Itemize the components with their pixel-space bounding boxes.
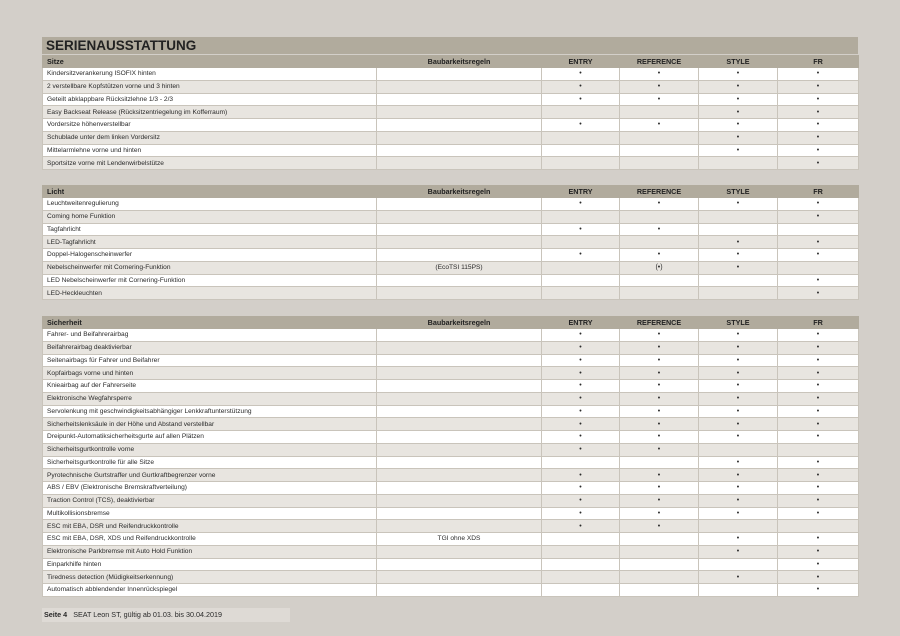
feature-rule xyxy=(377,157,542,170)
availability-mark xyxy=(699,558,778,571)
table-row xyxy=(43,456,859,469)
availability-mark: • xyxy=(542,329,620,342)
availability-mark: • xyxy=(620,93,699,106)
availability-mark: • xyxy=(542,198,620,211)
availability-mark: • xyxy=(778,367,859,380)
availability-mark xyxy=(542,558,620,571)
rules-column-header: Baubarkeitsregeln xyxy=(377,186,542,198)
feature-name: Sicherheitslenksäule in der Höhe und Abstand verstellbar xyxy=(43,418,377,431)
availability-mark xyxy=(542,157,620,170)
trim-column-header: FR xyxy=(778,56,859,68)
feature-name: Leuchtweitenregulierung xyxy=(43,198,377,211)
availability-mark: • xyxy=(699,507,778,520)
availability-mark xyxy=(620,157,699,170)
trim-column-header: STYLE xyxy=(699,56,778,68)
availability-mark: • xyxy=(778,431,859,444)
availability-mark: • xyxy=(699,418,778,431)
feature-name: Easy Backseat Release (Rücksitzentriegelung im Kofferraum) xyxy=(43,106,377,119)
table-row xyxy=(43,341,859,354)
feature-name: Nebelscheinwerfer mit Cornering-Funktion xyxy=(43,261,377,274)
trim-column-header: STYLE xyxy=(699,317,778,329)
availability-mark: • xyxy=(778,144,859,157)
availability-mark xyxy=(542,261,620,274)
availability-mark: • xyxy=(542,469,620,482)
availability-mark xyxy=(620,144,699,157)
availability-mark: • xyxy=(542,520,620,533)
availability-mark: • xyxy=(778,507,859,520)
feature-rule xyxy=(377,106,542,119)
availability-mark: • xyxy=(778,545,859,558)
table-row xyxy=(43,261,859,274)
availability-mark: • xyxy=(778,584,859,597)
availability-mark: • xyxy=(778,558,859,571)
table-row xyxy=(43,558,859,571)
trim-column-header: FR xyxy=(778,186,859,198)
table-row xyxy=(43,380,859,393)
feature-rule xyxy=(377,144,542,157)
table-row xyxy=(43,494,859,507)
availability-mark: • xyxy=(778,571,859,584)
availability-mark: • xyxy=(778,354,859,367)
table-row xyxy=(43,469,859,482)
availability-mark xyxy=(699,223,778,236)
availability-mark: • xyxy=(699,354,778,367)
availability-mark: • xyxy=(542,507,620,520)
availability-mark: • xyxy=(620,380,699,393)
table-row xyxy=(43,274,859,287)
feature-rule xyxy=(377,131,542,144)
table-row xyxy=(43,545,859,558)
table-row xyxy=(43,443,859,456)
feature-rule xyxy=(377,507,542,520)
availability-mark xyxy=(620,274,699,287)
section-header-row xyxy=(43,186,859,198)
availability-mark: • xyxy=(620,507,699,520)
availability-mark: • xyxy=(778,157,859,170)
availability-mark: • xyxy=(778,341,859,354)
trim-column-header: ENTRY xyxy=(542,186,620,198)
availability-mark: • xyxy=(778,68,859,81)
availability-mark: • xyxy=(699,392,778,405)
availability-mark: • xyxy=(620,198,699,211)
availability-mark xyxy=(542,571,620,584)
availability-mark: • xyxy=(542,431,620,444)
feature-rule xyxy=(377,520,542,533)
feature-name: Automatisch abblendender Innenrückspiegel xyxy=(43,584,377,597)
feature-rule xyxy=(377,93,542,106)
feature-name: Mittelarmlehne vorne und hinten xyxy=(43,144,377,157)
availability-mark: • xyxy=(778,210,859,223)
feature-name: Einparkhilfe hinten xyxy=(43,558,377,571)
availability-mark xyxy=(542,236,620,249)
availability-mark: • xyxy=(778,380,859,393)
availability-mark: • xyxy=(699,106,778,119)
feature-name: Servolenkung mit geschwindigkeitsabhängiger Lenkkraftunterstützung xyxy=(43,405,377,418)
feature-name: Coming home Funktion xyxy=(43,210,377,223)
feature-rule xyxy=(377,380,542,393)
table-row xyxy=(43,223,859,236)
availability-mark xyxy=(620,210,699,223)
availability-mark: • xyxy=(542,354,620,367)
availability-mark xyxy=(699,287,778,300)
availability-mark xyxy=(620,558,699,571)
feature-name: Knieairbag auf der Fahrerseite xyxy=(43,380,377,393)
feature-rule: (EcoTSI 115PS) xyxy=(377,261,542,274)
trim-column-header: FR xyxy=(778,317,859,329)
feature-rule xyxy=(377,405,542,418)
availability-mark xyxy=(542,456,620,469)
availability-mark xyxy=(620,456,699,469)
availability-mark: • xyxy=(778,93,859,106)
availability-mark: • xyxy=(699,329,778,342)
feature-name: Dreipunkt-Automatiksicherheitsgurte auf allen Plätzen xyxy=(43,431,377,444)
feature-rule xyxy=(377,80,542,93)
availability-mark: • xyxy=(778,456,859,469)
table-row xyxy=(43,131,859,144)
availability-mark: • xyxy=(699,405,778,418)
feature-rule xyxy=(377,418,542,431)
feature-name: Geteilt abklappbare Rücksitzlehne 1/3 - 2/3 xyxy=(43,93,377,106)
table-row xyxy=(43,68,859,81)
availability-mark: • xyxy=(620,443,699,456)
table-row xyxy=(43,482,859,495)
availability-mark: • xyxy=(699,456,778,469)
availability-mark: • xyxy=(542,249,620,262)
feature-name: Kopfairbags vorne und hinten xyxy=(43,367,377,380)
availability-mark: • xyxy=(778,80,859,93)
availability-mark: • xyxy=(778,131,859,144)
section-table-sicherheit xyxy=(42,316,859,597)
feature-name: Kindersitzverankerung ISOFIX hinten xyxy=(43,68,377,81)
availability-mark xyxy=(699,584,778,597)
feature-name: Pyrotechnische Gurtstraffer und Gurtkraftbegrenzer vorne xyxy=(43,469,377,482)
table-row xyxy=(43,144,859,157)
availability-mark: • xyxy=(778,249,859,262)
availability-mark: • xyxy=(620,367,699,380)
availability-mark: • xyxy=(542,380,620,393)
availability-mark: • xyxy=(778,482,859,495)
availability-mark: • xyxy=(699,341,778,354)
availability-mark xyxy=(620,545,699,558)
section-title: Sitze xyxy=(43,56,377,68)
availability-mark: • xyxy=(620,329,699,342)
availability-mark xyxy=(778,261,859,274)
feature-name: LED Nebelscheinwerfer mit Cornering-Funktion xyxy=(43,274,377,287)
table-row xyxy=(43,119,859,132)
availability-mark: • xyxy=(620,418,699,431)
feature-rule xyxy=(377,571,542,584)
availability-mark: • xyxy=(699,494,778,507)
availability-mark: • xyxy=(620,354,699,367)
table-row xyxy=(43,533,859,546)
availability-mark: • xyxy=(699,198,778,211)
availability-mark xyxy=(542,545,620,558)
availability-mark: • xyxy=(699,482,778,495)
availability-mark: • xyxy=(778,106,859,119)
feature-rule xyxy=(377,494,542,507)
table-row xyxy=(43,418,859,431)
availability-mark xyxy=(542,274,620,287)
availability-mark: • xyxy=(778,119,859,132)
availability-mark: • xyxy=(620,392,699,405)
feature-rule xyxy=(377,545,542,558)
page-footer xyxy=(42,608,290,622)
feature-name: Tiredness detection (Müdigkeitserkennung) xyxy=(43,571,377,584)
feature-rule xyxy=(377,236,542,249)
availability-mark: • xyxy=(620,482,699,495)
section-title: Sicherheit xyxy=(43,317,377,329)
feature-rule xyxy=(377,558,542,571)
availability-mark: • xyxy=(620,405,699,418)
section-header-row xyxy=(43,56,859,68)
table-row xyxy=(43,392,859,405)
availability-mark: • xyxy=(542,93,620,106)
feature-name: ESC mit EBA, DSR, XDS und Reifendruckkontrolle xyxy=(43,533,377,546)
availability-mark: • xyxy=(620,431,699,444)
availability-mark: • xyxy=(542,418,620,431)
availability-mark: • xyxy=(542,68,620,81)
availability-mark: • xyxy=(620,68,699,81)
availability-mark: • xyxy=(620,469,699,482)
feature-name: LED-Heckleuchten xyxy=(43,287,377,300)
feature-name: LED-Tagfahrlicht xyxy=(43,236,377,249)
availability-mark: • xyxy=(542,367,620,380)
availability-mark: • xyxy=(699,80,778,93)
availability-mark: • xyxy=(699,571,778,584)
section-title: Licht xyxy=(43,186,377,198)
feature-name: Vordersitze höhenverstellbar xyxy=(43,119,377,132)
table-row xyxy=(43,367,859,380)
feature-name: ABS / EBV (Elektronische Bremskraftverteilung) xyxy=(43,482,377,495)
feature-rule xyxy=(377,341,542,354)
availability-mark: • xyxy=(699,119,778,132)
availability-mark: • xyxy=(778,274,859,287)
footer-text: SEAT Leon ST, gültig ab 01.03. bis 30.04.2019 xyxy=(73,610,222,619)
availability-mark: • xyxy=(542,494,620,507)
feature-rule xyxy=(377,482,542,495)
availability-mark xyxy=(542,287,620,300)
availability-mark xyxy=(699,274,778,287)
availability-mark xyxy=(542,131,620,144)
availability-mark: • xyxy=(778,405,859,418)
feature-rule xyxy=(377,354,542,367)
page-title: SERIENAUSSTATTUNG xyxy=(42,37,858,54)
feature-rule xyxy=(377,210,542,223)
table-row xyxy=(43,80,859,93)
feature-name: Elektronische Parkbremse mit Auto Hold Funktion xyxy=(43,545,377,558)
table-row xyxy=(43,405,859,418)
feature-name: Sportsitze vorne mit Lendenwirbelstütze xyxy=(43,157,377,170)
feature-rule: TGI ohne XDS xyxy=(377,533,542,546)
availability-mark: • xyxy=(699,236,778,249)
availability-mark: • xyxy=(542,341,620,354)
availability-mark xyxy=(620,131,699,144)
table-row xyxy=(43,520,859,533)
table-row xyxy=(43,236,859,249)
availability-mark: • xyxy=(620,341,699,354)
availability-mark xyxy=(620,287,699,300)
availability-mark: • xyxy=(778,494,859,507)
availability-mark: • xyxy=(542,405,620,418)
availability-mark: • xyxy=(778,533,859,546)
availability-mark: • xyxy=(778,329,859,342)
table-row xyxy=(43,210,859,223)
section-header-row xyxy=(43,317,859,329)
availability-mark xyxy=(542,533,620,546)
availability-mark: • xyxy=(699,431,778,444)
table-row xyxy=(43,354,859,367)
feature-rule xyxy=(377,431,542,444)
table-row xyxy=(43,584,859,597)
availability-mark: • xyxy=(699,380,778,393)
availability-mark xyxy=(542,210,620,223)
availability-mark xyxy=(620,571,699,584)
availability-mark: • xyxy=(778,469,859,482)
availability-mark xyxy=(699,520,778,533)
feature-name: Fahrer- und Beifahrerairbag xyxy=(43,329,377,342)
availability-mark xyxy=(542,144,620,157)
table-row xyxy=(43,431,859,444)
table-row xyxy=(43,106,859,119)
feature-name: Traction Control (TCS), deaktivierbar xyxy=(43,494,377,507)
table-row xyxy=(43,249,859,262)
feature-name: Seitenairbags für Fahrer und Beifahrer xyxy=(43,354,377,367)
table-row xyxy=(43,507,859,520)
trim-column-header: STYLE xyxy=(699,186,778,198)
feature-rule xyxy=(377,584,542,597)
availability-mark: • xyxy=(620,249,699,262)
trim-column-header: REFERENCE xyxy=(620,186,699,198)
table-row xyxy=(43,93,859,106)
availability-mark xyxy=(620,533,699,546)
availability-mark: • xyxy=(542,443,620,456)
section-table-licht xyxy=(42,185,859,300)
feature-name: Multikollisionsbremse xyxy=(43,507,377,520)
availability-mark: • xyxy=(620,520,699,533)
rules-column-header: Baubarkeitsregeln xyxy=(377,56,542,68)
feature-name: ESC mit EBA, DSR und Reifendruckkontrolle xyxy=(43,520,377,533)
trim-column-header: ENTRY xyxy=(542,317,620,329)
feature-rule xyxy=(377,456,542,469)
availability-mark: • xyxy=(620,223,699,236)
availability-mark: • xyxy=(699,249,778,262)
availability-mark xyxy=(620,106,699,119)
feature-name: 2 verstellbare Kopfstützen vorne und 3 hinten xyxy=(43,80,377,93)
availability-mark: • xyxy=(620,119,699,132)
trim-column-header: REFERENCE xyxy=(620,317,699,329)
availability-mark: • xyxy=(542,223,620,236)
availability-mark: • xyxy=(699,545,778,558)
availability-mark xyxy=(699,210,778,223)
rules-column-header: Baubarkeitsregeln xyxy=(377,317,542,329)
availability-mark: • xyxy=(699,131,778,144)
availability-mark: • xyxy=(699,144,778,157)
availability-mark: • xyxy=(542,482,620,495)
feature-name: Sicherheitsgurtkontrolle für alle Sitze xyxy=(43,456,377,469)
feature-rule xyxy=(377,329,542,342)
availability-mark xyxy=(620,236,699,249)
feature-rule xyxy=(377,249,542,262)
feature-rule xyxy=(377,223,542,236)
section-table-sitze xyxy=(42,55,859,170)
availability-mark: • xyxy=(699,367,778,380)
availability-mark: • xyxy=(699,68,778,81)
feature-rule xyxy=(377,68,542,81)
availability-mark: • xyxy=(542,119,620,132)
availability-mark: • xyxy=(542,80,620,93)
table-row xyxy=(43,198,859,211)
availability-mark xyxy=(778,223,859,236)
availability-mark: • xyxy=(542,392,620,405)
availability-mark xyxy=(542,584,620,597)
feature-name: Schublade unter dem linken Vordersitz xyxy=(43,131,377,144)
trim-column-header: ENTRY xyxy=(542,56,620,68)
table-row xyxy=(43,157,859,170)
feature-rule xyxy=(377,287,542,300)
feature-name: Sicherheitsgurtkontrolle vorne xyxy=(43,443,377,456)
availability-mark xyxy=(778,443,859,456)
feature-rule xyxy=(377,443,542,456)
availability-mark xyxy=(542,106,620,119)
feature-rule xyxy=(377,367,542,380)
feature-name: Doppel-Halogenscheinwerfer xyxy=(43,249,377,262)
availability-mark xyxy=(778,520,859,533)
availability-mark: • xyxy=(620,80,699,93)
feature-rule xyxy=(377,469,542,482)
availability-mark: • xyxy=(699,469,778,482)
availability-mark: • xyxy=(778,287,859,300)
feature-name: Beifahrerairbag deaktivierbar xyxy=(43,341,377,354)
availability-mark: • xyxy=(699,533,778,546)
feature-name: Tagfahrlicht xyxy=(43,223,377,236)
availability-mark: (•) xyxy=(620,261,699,274)
feature-rule xyxy=(377,392,542,405)
availability-mark xyxy=(620,584,699,597)
feature-rule xyxy=(377,119,542,132)
availability-mark: • xyxy=(778,236,859,249)
feature-name: Elektronische Wegfahrsperre xyxy=(43,392,377,405)
availability-mark: • xyxy=(620,494,699,507)
availability-mark: • xyxy=(778,418,859,431)
trim-column-header: REFERENCE xyxy=(620,56,699,68)
availability-mark xyxy=(699,157,778,170)
availability-mark: • xyxy=(699,93,778,106)
availability-mark: • xyxy=(699,261,778,274)
table-row xyxy=(43,287,859,300)
feature-rule xyxy=(377,274,542,287)
availability-mark xyxy=(699,443,778,456)
availability-mark: • xyxy=(778,392,859,405)
table-row xyxy=(43,329,859,342)
availability-mark: • xyxy=(778,198,859,211)
table-row xyxy=(43,571,859,584)
page-number: Seite 4 xyxy=(44,610,68,619)
feature-rule xyxy=(377,198,542,211)
